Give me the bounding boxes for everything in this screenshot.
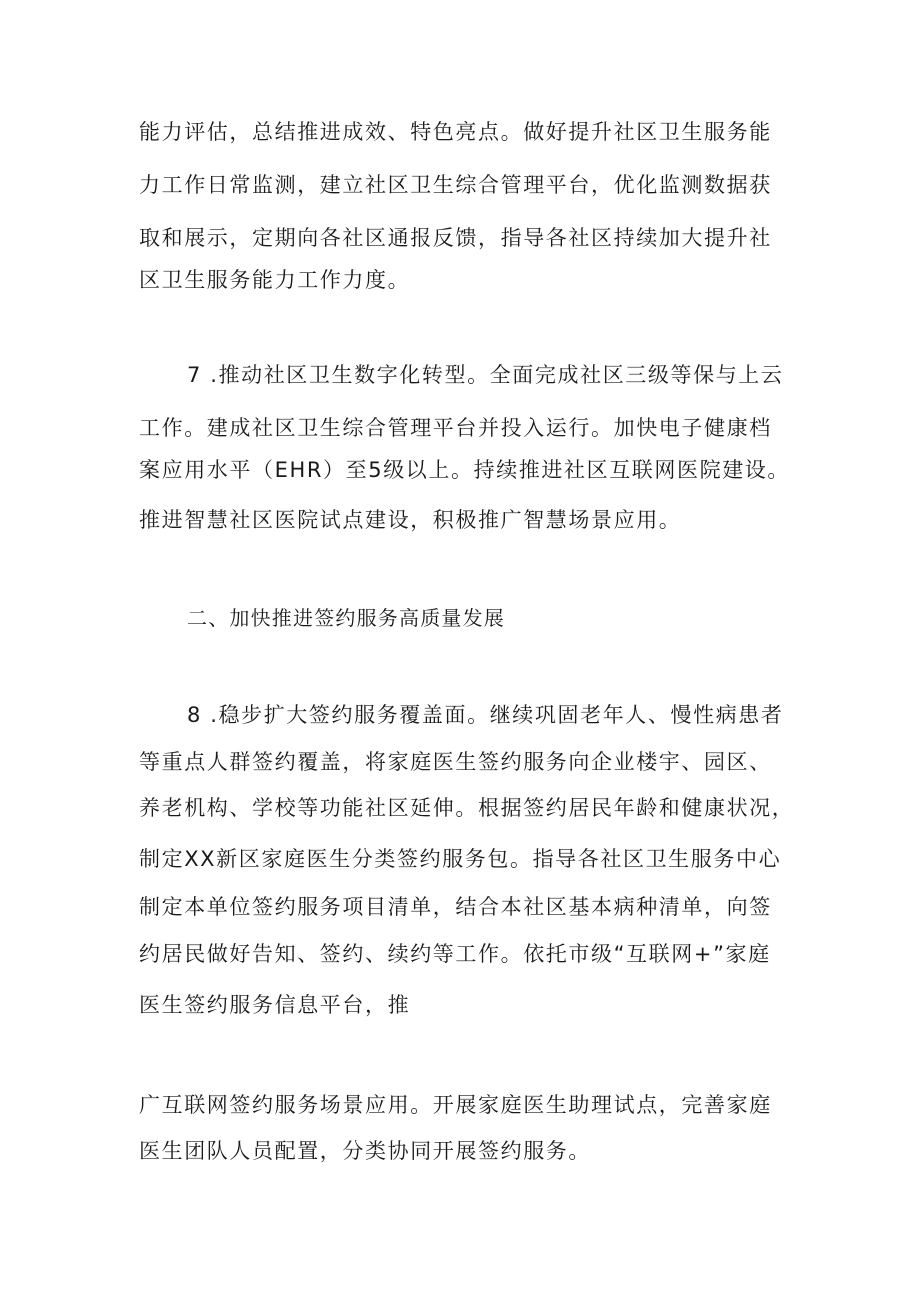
text-line: 推进智慧社区医院试点建设，积极推广智慧场景应用。	[139, 508, 682, 532]
text-line: 制定本单位签约服务项目清单，结合本社区基本病种清单，向签	[139, 895, 772, 919]
text-line: 区卫生服务能力工作力度。	[139, 268, 411, 292]
text-line: 医生签约服务信息平台，推	[139, 993, 411, 1017]
text-line: 医生团队人员配置，分类协同开展签约服务。	[139, 1139, 591, 1163]
item8-first-line: 8 .稳步扩大签约服务覆盖面。继续巩固老年人、慢性病患者	[187, 703, 784, 727]
text-line: 取和展示，定期向各社区通报反馈，指导各社区持续加大提升社	[139, 226, 772, 250]
text-line: 广互联网签约服务场景应用。开展家庭医生助理试点，完善家庭	[139, 1093, 772, 1117]
text-line: 约居民做好告知、签约、续约等工作。依托市级“互联网+”家庭	[139, 942, 771, 966]
text-line: 案应用水平（EHR）至5级以上。持续推进社区互联网医院建设。	[139, 458, 791, 482]
item7-first-line: 7 .推动社区卫生数字化转型。全面完成社区三级等保与上云	[187, 363, 784, 387]
text-line: 等重点人群签约覆盖，将家庭医生签约服务向企业楼宇、园区、	[139, 750, 772, 774]
section-heading: 二、加快推进签约服务高质量发展	[187, 606, 505, 630]
text-line: 养老机构、学校等功能社区延伸。根据签约居民年龄和健康状况，	[139, 796, 795, 820]
text-line: 制定XX新区家庭医生分类签约服务包。指导各社区卫生服务中心	[139, 847, 782, 871]
text-line: 力工作日常监测，建立社区卫生综合管理平台，优化监测数据获	[139, 173, 772, 197]
text-line: 能力评估，总结推进成效、特色亮点。做好提升社区卫生服务能	[139, 120, 772, 144]
text-line: 工作。建成社区卫生综合管理平台并投入运行。加快电子健康档	[139, 416, 772, 440]
